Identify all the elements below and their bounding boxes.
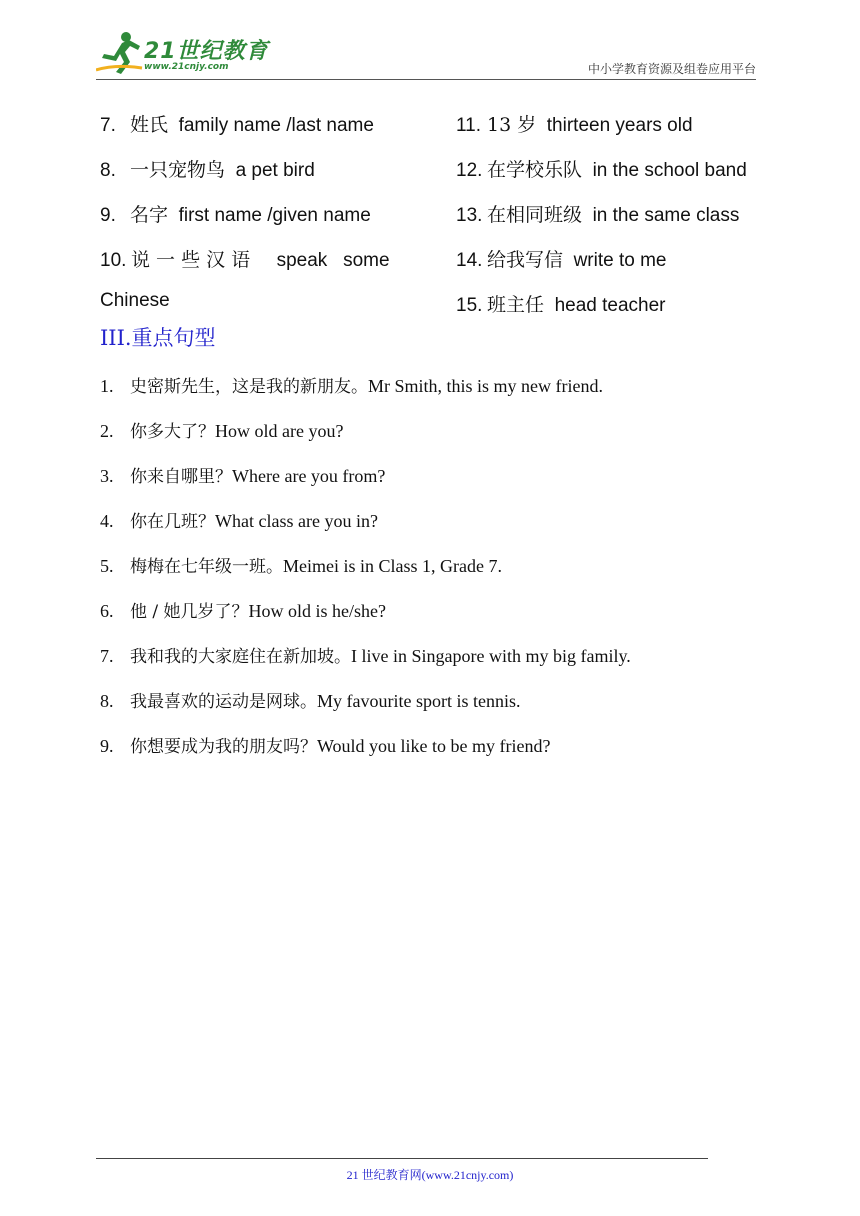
runner-logo-icon	[96, 30, 144, 76]
phrase-item: 14. 给我写信 write to me	[456, 249, 667, 271]
phrase-item: 12. 在学校乐队 in the school band	[456, 159, 747, 181]
page-header	[0, 0, 860, 90]
phrase-item: 10. 说 一 些 汉 语 speak some	[100, 249, 390, 271]
phrase-item: 13. 在相同班级 in the same class	[456, 204, 740, 226]
logo-text: 21世纪教育	[144, 39, 269, 64]
phrase-item: 11. 13 岁 thirteen years old	[456, 114, 693, 136]
logo-url: www.21cnjy.com	[144, 62, 229, 72]
sentence-item: 2. 你多大了？How old are you?	[100, 421, 344, 442]
sentence-item: 5. 梅梅在七年级一班。Meimei is in Class 1, Grade 7.	[100, 556, 502, 577]
sentence-item: 3. 你来自哪里？Where are you from?	[100, 466, 386, 487]
sentence-item: 7. 我和我的大家庭住在新加坡。I live in Singapore with my big family.	[100, 646, 631, 667]
phrase-item-wrap: Chinese	[100, 290, 170, 311]
sentence-item: 4. 你在几班？What class are you in?	[100, 511, 378, 532]
phrase-item: 7. 姓氏 family name /last name	[100, 114, 374, 136]
sentence-item: 6. 他 / 她几岁了？How old is he/she?	[100, 601, 387, 622]
site-logo	[96, 30, 269, 82]
sentence-item: 8. 我最喜欢的运动是网球。My favourite sport is tennis.	[100, 691, 521, 712]
sentence-item: 1. 史密斯先生，这是我的新朋友。Mr Smith, this is my new friend.	[100, 376, 603, 397]
sentence-item: 9. 你想要成为我的朋友吗？Would you like to be my friend?	[100, 736, 551, 757]
phrase-item: 15. 班主任 head teacher	[456, 294, 666, 316]
header-tagline: 中小学教育资源及组卷应用平台	[587, 62, 756, 76]
footer-link[interactable]: 21 世纪教育网(www.21cnjy.com)	[346, 1168, 514, 1182]
header-divider	[96, 79, 756, 80]
footer-divider	[96, 1158, 708, 1159]
phrase-item: 9. 名字 first name /given name	[100, 204, 371, 226]
section-title: III.重点句型	[100, 326, 216, 350]
phrase-item: 8. 一只宠物鸟 a pet bird	[100, 159, 315, 181]
